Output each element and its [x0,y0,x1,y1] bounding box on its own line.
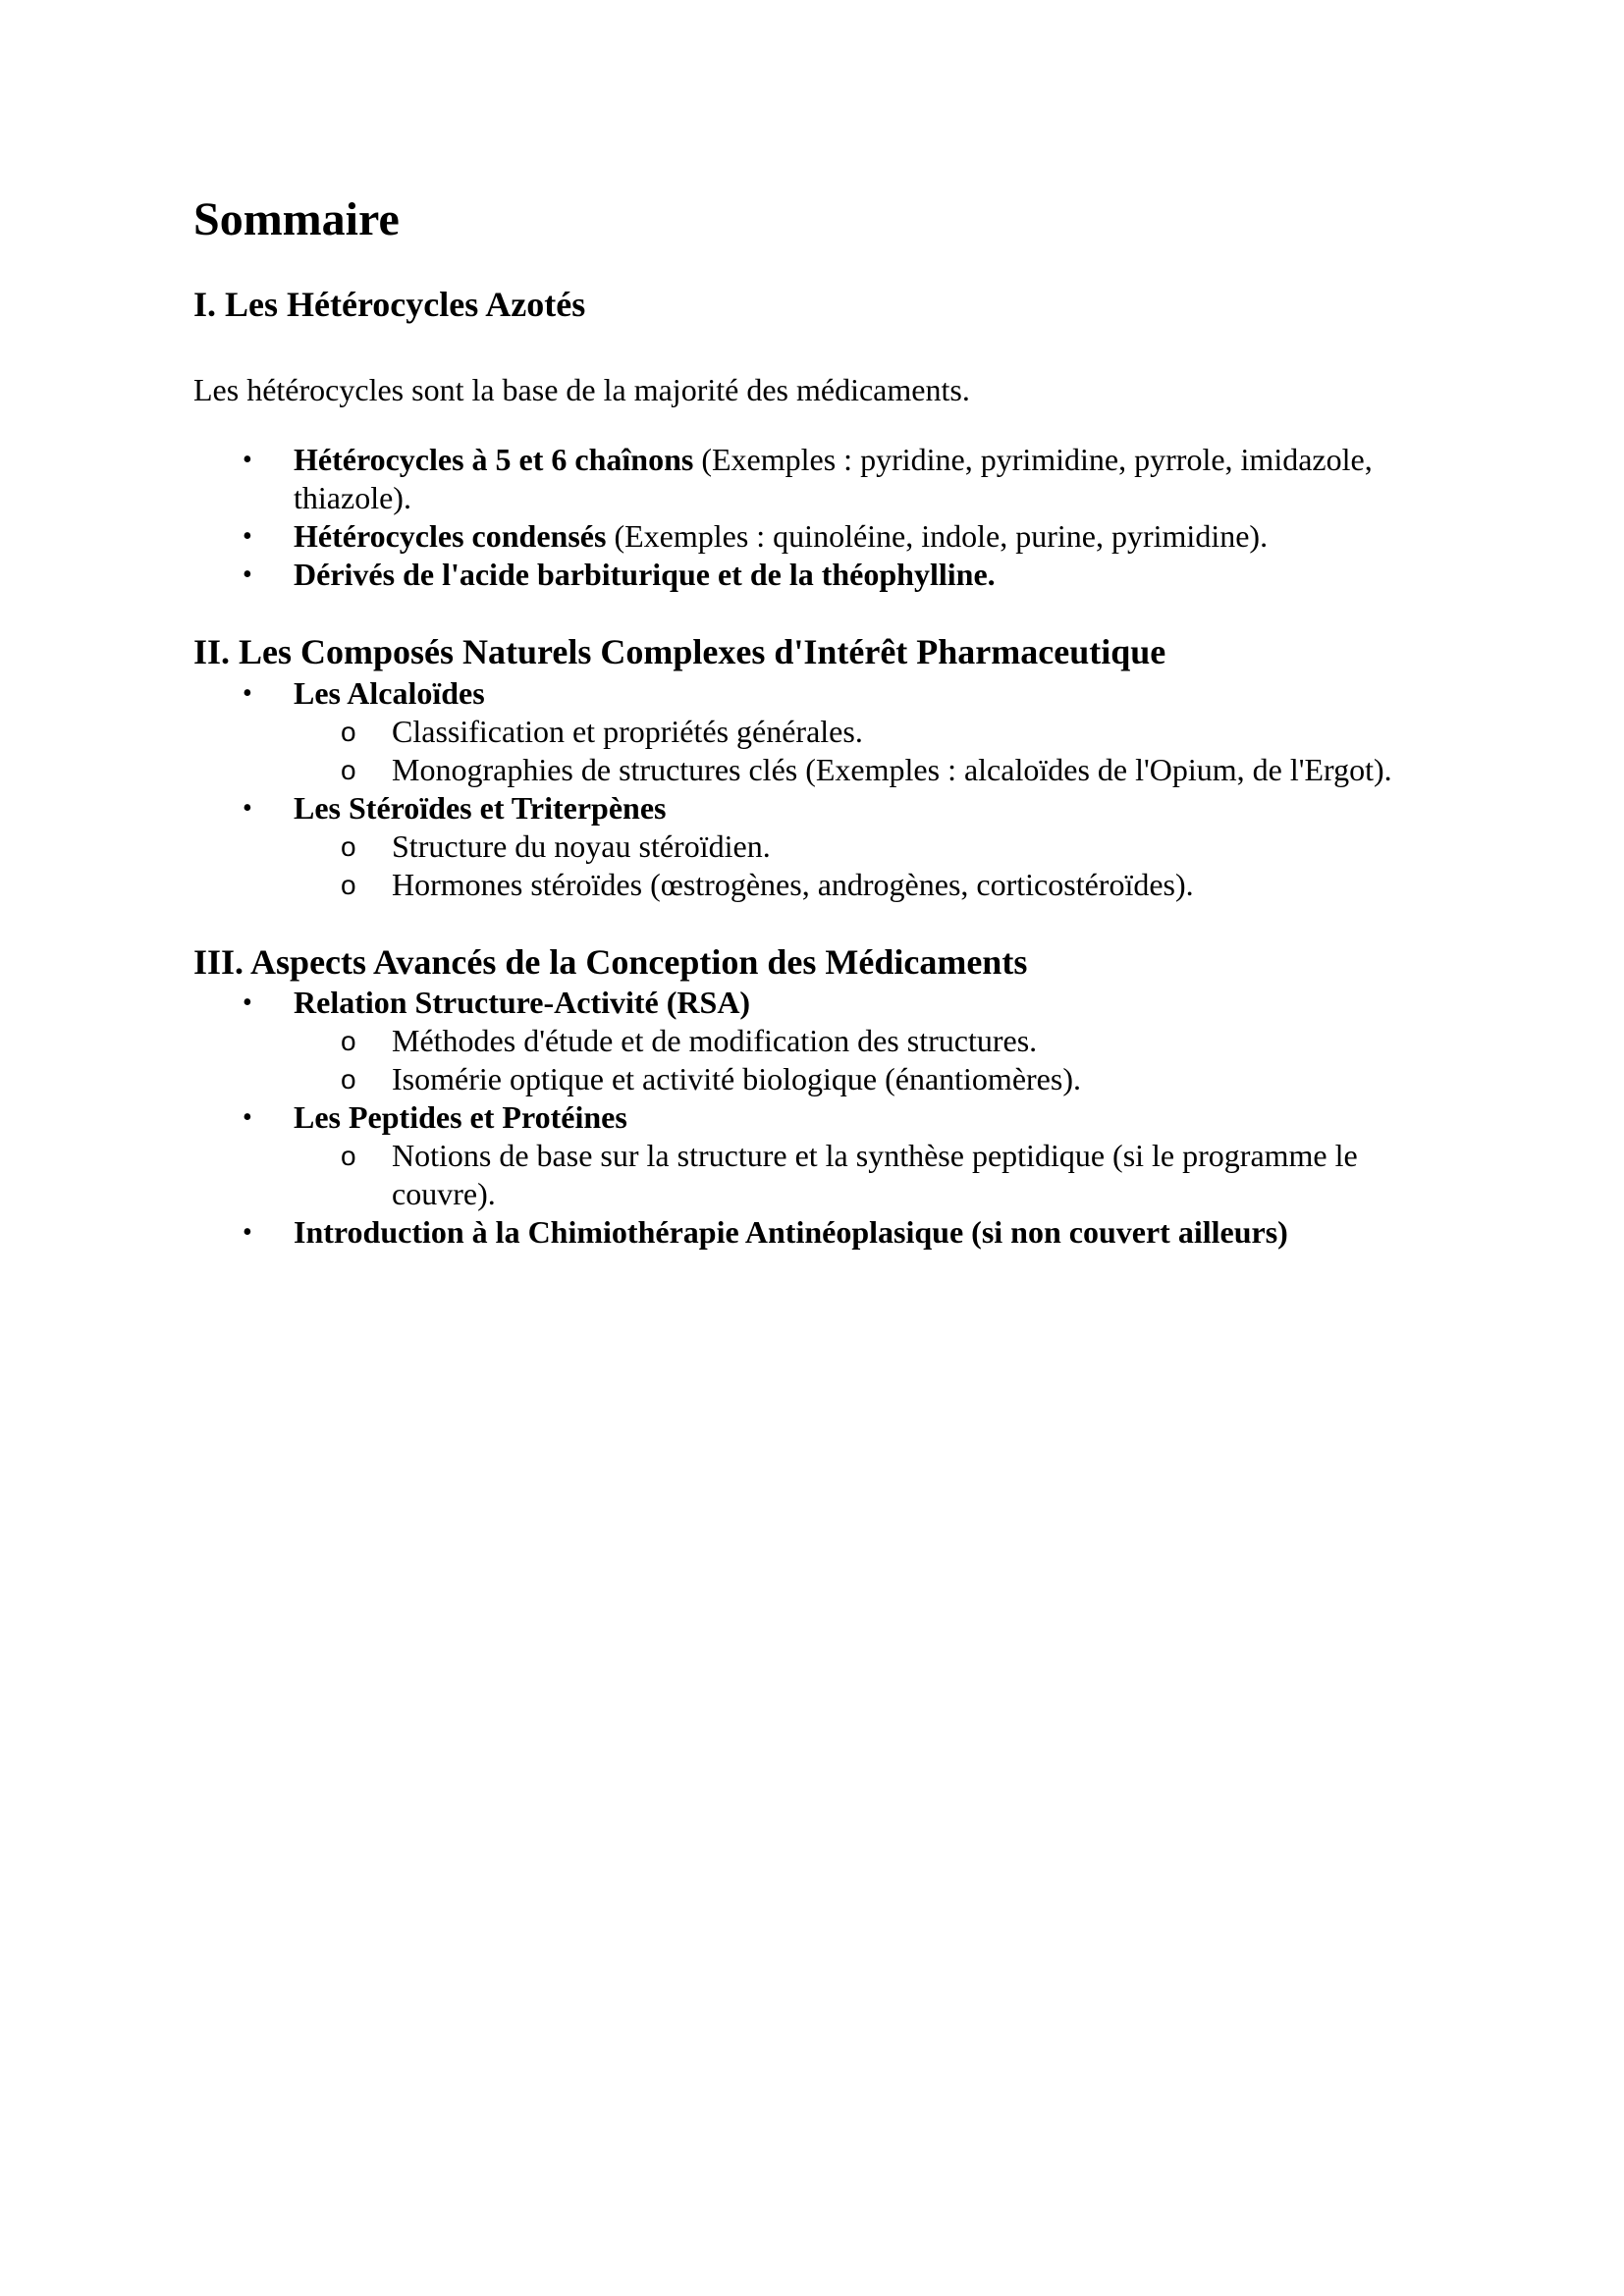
section-1-list [193,441,1440,594]
list-item [193,789,1440,904]
sub-list [294,713,1440,789]
list-item-bold: Les Alcaloïdes [294,674,485,711]
list-item [193,556,1440,594]
circle-bullet-icon: o [341,869,356,900]
sub-list-item-text: Notions de base sur la structure et la synthèse peptidique (si le programme le couvre). [392,1137,1358,1211]
list-item-text: (Exemples : pyridine, pyrimidine, pyrrole, imidazole, thiazole). [294,442,1373,516]
circle-bullet-icon: o [341,1140,356,1171]
bullet-icon: • [243,792,252,824]
section-2-heading: II. Les Composés Naturels Complexes d'Intérêt Pharmaceutique [193,632,1166,672]
sub-list-item [294,1060,1440,1098]
list-item [193,1098,1440,1213]
list-item [193,674,1440,789]
sub-list-item-text: Monographies de structures clés (Exemples : alcaloïdes de l'Opium, de l'Ergot). [392,751,1392,787]
bullet-icon: • [243,445,252,476]
sub-list-item [294,751,1440,789]
sub-list-item [294,828,1440,866]
list-item-text: (Exemples : quinoléine, indole, purine, pyrimidine). [606,518,1269,555]
section-3-heading: III. Aspects Avancés de la Conception des Médicaments [193,941,1028,982]
circle-bullet-icon: o [341,716,356,747]
list-item-bold: Relation Structure-Activité (RSA) [294,984,751,1020]
circle-bullet-icon: o [341,830,356,862]
section-2-list [193,674,1440,904]
circle-bullet-icon: o [341,1063,356,1095]
document-page [193,192,1440,1252]
list-item-bold: Les Stéroïdes et Triterpènes [294,789,667,826]
list-item-bold: Dérivés de l'acide barbiturique et de la théophylline. [294,557,996,593]
list-item [193,984,1440,1098]
sub-list-item [294,713,1440,751]
sub-list-item [294,1137,1440,1213]
bullet-icon: • [243,1216,252,1248]
section-1-heading: I. Les Hétérocycles Azotés [193,285,586,325]
list-item-bold: Hétérocycles condensés [294,518,607,555]
sub-list [294,828,1440,904]
sub-list-item [294,866,1440,904]
bullet-icon: • [243,560,252,591]
section-3-list [193,984,1440,1252]
circle-bullet-icon: o [341,1025,356,1056]
page-title: Sommaire [193,193,400,245]
sub-list-item-text: Isomérie optique et activité biologique (énantiomères). [392,1060,1081,1096]
bullet-icon: • [243,677,252,709]
bullet-icon: • [243,1101,252,1133]
sub-list-item [294,1022,1440,1060]
sub-list [294,1022,1440,1098]
sub-list-item-text: Structure du noyau stéroïdien. [392,828,771,864]
sub-list-item-text: Hormones stéroïdes (œstrogènes, androgènes, corticostéroïdes). [392,866,1194,902]
sub-list-item-text: Classification et propriétés générales. [392,713,863,749]
list-item [193,517,1440,556]
sub-list-item-text: Méthodes d'étude et de modification des structures. [392,1022,1038,1058]
list-item-bold: Introduction à la Chimiothérapie Antinéoplasique (si non couvert ailleurs) [294,1213,1288,1250]
section-1-intro: Les hétérocycles sont la base de la majorité des médicaments. [193,372,970,408]
bullet-icon: • [243,521,252,553]
list-item [193,1213,1440,1252]
list-item-bold: Hétérocycles à 5 et 6 chaînons [294,442,694,478]
list-item-bold: Les Peptides et Protéines [294,1098,627,1135]
bullet-icon: • [243,987,252,1018]
sub-list [294,1137,1440,1213]
list-item [193,441,1440,517]
circle-bullet-icon: o [341,754,356,785]
